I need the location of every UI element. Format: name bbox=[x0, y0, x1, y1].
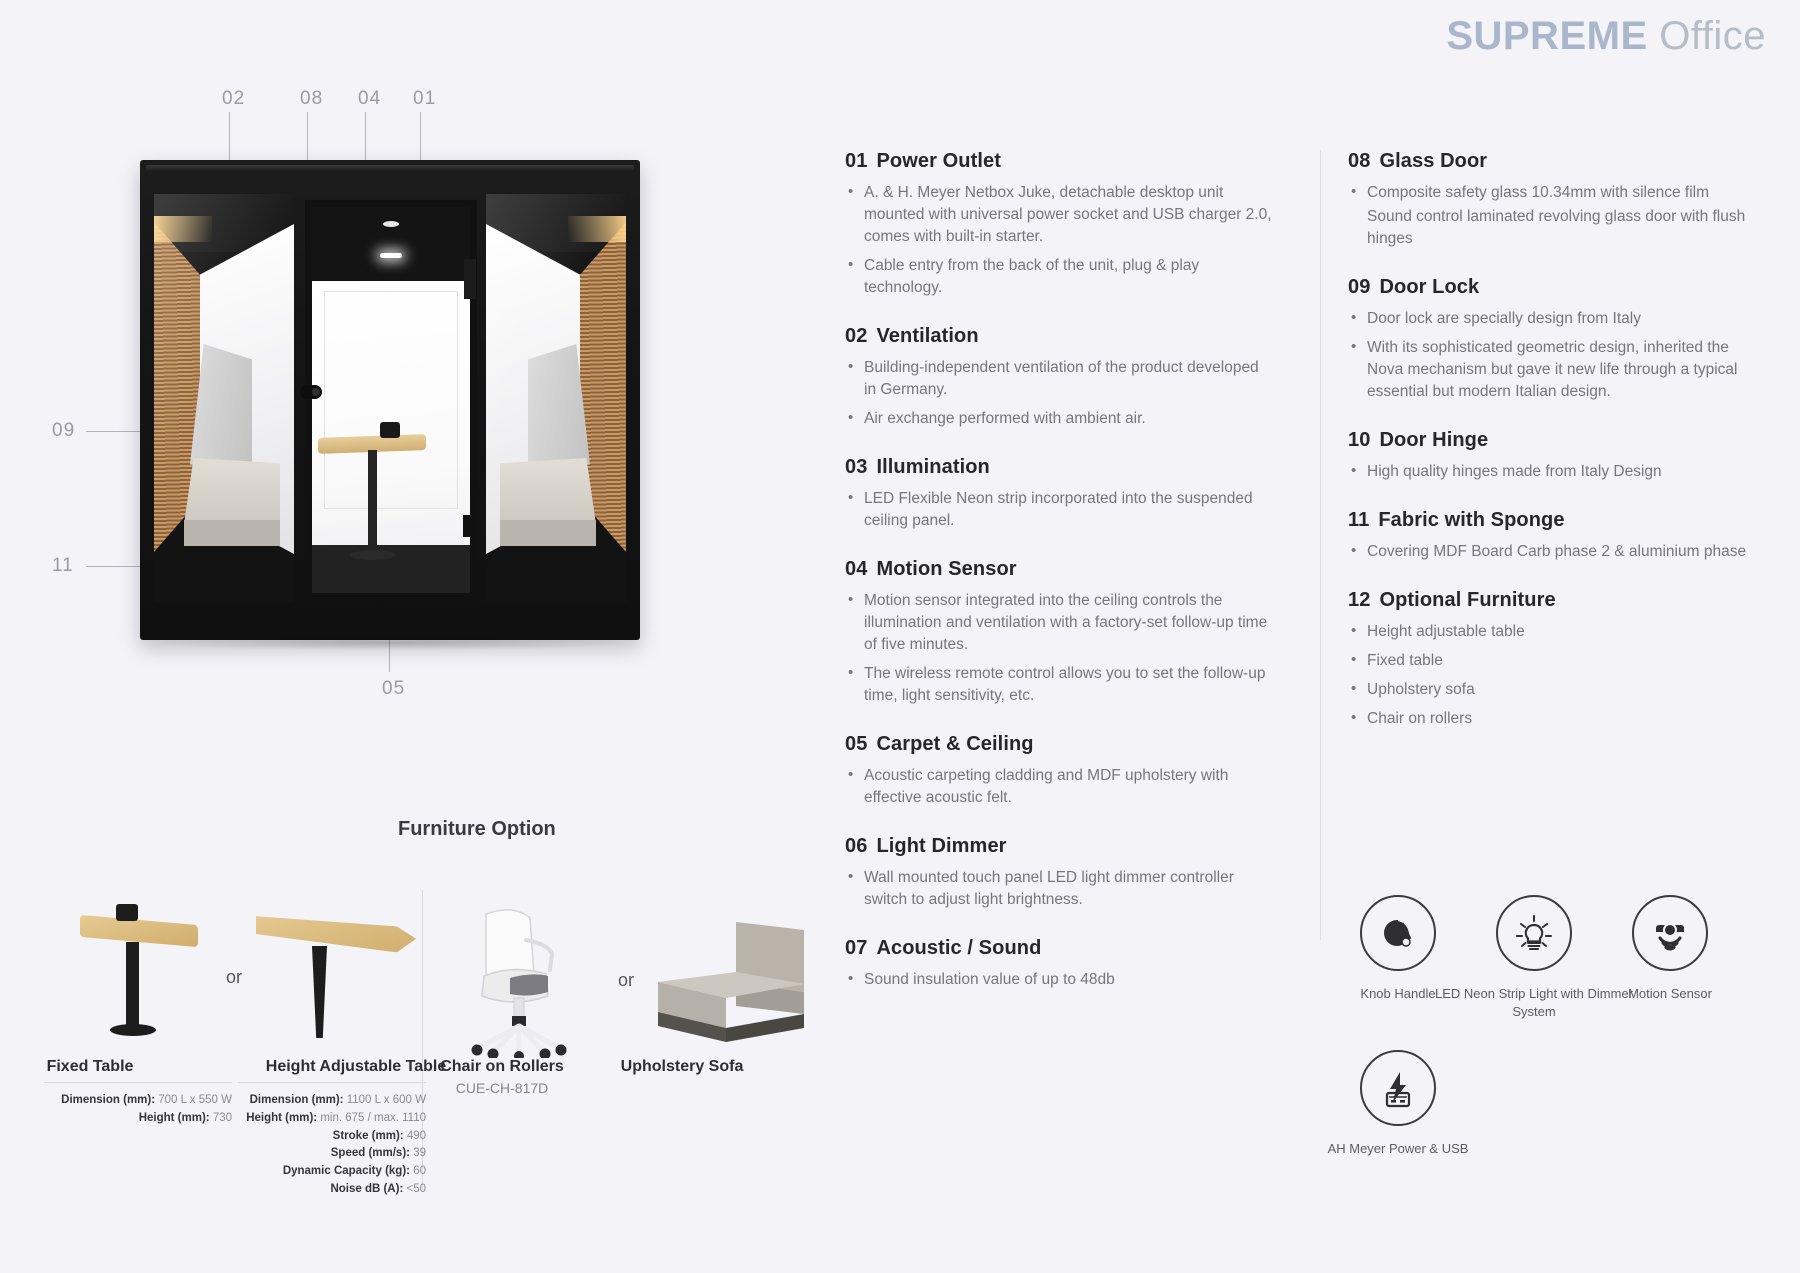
spec-section-title: Ventilation bbox=[876, 325, 979, 347]
spec-bullet-list bbox=[845, 488, 1275, 532]
spec-bullet: • Wall mounted touch panel LED light dimmer controller switch to adjust light brightness. bbox=[845, 867, 1275, 911]
spec-bullet-list bbox=[1348, 182, 1768, 204]
spec-section-number: 02 bbox=[845, 325, 868, 347]
spec-column-left bbox=[845, 150, 1275, 1017]
spec-section-number: 12 bbox=[1348, 589, 1371, 611]
adjustable-table-column bbox=[312, 946, 327, 1038]
pod-left-bay bbox=[154, 194, 294, 602]
spec-bullet-continuation: Sound control laminated revolving glass door with flush hinges bbox=[1367, 208, 1746, 247]
spec-section-heading bbox=[1348, 150, 1768, 173]
spec-section-title: Glass Door bbox=[1379, 150, 1488, 172]
furniture-option-panel bbox=[40, 890, 820, 1220]
spec-section-heading bbox=[845, 835, 1275, 858]
spec-row bbox=[230, 1145, 426, 1163]
spec-bullet: • Covering MDF Board Carb phase 2 & aluminium phase bbox=[1348, 541, 1768, 563]
spec-bullet-list bbox=[845, 867, 1275, 911]
badge-label: Motion Sensor bbox=[1628, 986, 1712, 1001]
spec-section-heading bbox=[845, 150, 1275, 173]
spec-bullet: • Air exchange performed with ambient air. bbox=[845, 408, 1275, 430]
motion-sensor-icon bbox=[1632, 895, 1708, 971]
callout-04: 04 bbox=[358, 88, 382, 109]
pod-table-foot bbox=[350, 550, 396, 560]
badge-label: Knob Handle bbox=[1360, 986, 1436, 1001]
spec-label: Height (mm): bbox=[246, 1111, 318, 1124]
fixed-table-rule bbox=[44, 1082, 232, 1083]
furniture-option-title: Furniture Option bbox=[398, 818, 556, 840]
spec-row bbox=[44, 1110, 232, 1128]
spec-section bbox=[845, 835, 1275, 911]
pod-right-bay bbox=[486, 194, 626, 602]
spec-section-title: Motion Sensor bbox=[876, 558, 1017, 580]
brand-logo bbox=[1446, 14, 1766, 59]
spec-column-right bbox=[1348, 150, 1768, 756]
chair-label: Chair on Rollers bbox=[440, 1058, 564, 1075]
fixed-table-power-box-icon bbox=[116, 904, 138, 921]
spec-section-heading bbox=[1348, 276, 1768, 299]
adjustable-table-label: Height Adjustable Table bbox=[265, 1058, 447, 1075]
spec-value: 700 L x 550 W bbox=[158, 1094, 232, 1106]
spec-section-number: 07 bbox=[845, 937, 868, 959]
spec-value: min. 675 / max. 1110 bbox=[320, 1111, 426, 1124]
chair-model: CUE-CH-817D bbox=[455, 1080, 549, 1096]
door-knob-handle-icon bbox=[300, 385, 322, 399]
door-glass-panel bbox=[312, 281, 470, 545]
fixed-table-specs bbox=[44, 1092, 232, 1128]
spec-bullet: • Cable entry from the back of the unit, plug & play technology. bbox=[845, 255, 1275, 299]
spec-section-title: Carpet & Ceiling bbox=[876, 733, 1034, 755]
spec-section bbox=[845, 937, 1275, 991]
spec-label: Noise dB (A): bbox=[330, 1183, 404, 1196]
spec-bullet: • A. & H. Meyer Netbox Juke, detachable desktop unit mounted with universal power socket and USB charger 2.0, comes with built-in starter. bbox=[845, 182, 1275, 248]
feature-badges bbox=[1327, 895, 1780, 1195]
spec-value: 60 bbox=[413, 1165, 426, 1178]
ventilation-icon bbox=[383, 221, 399, 227]
spec-bullet: • Motion sensor integrated into the ceiling controls the illumination and ventilation with a factory-set follow-up time of five minutes. bbox=[845, 590, 1275, 656]
spec-section-heading bbox=[845, 456, 1275, 479]
spec-section bbox=[1348, 150, 1768, 250]
callout-01: 01 bbox=[413, 88, 437, 109]
glass-door bbox=[305, 200, 477, 600]
spec-bullet: • Door lock are specially design from Italy bbox=[1348, 308, 1768, 330]
spec-section-number: 11 bbox=[1348, 509, 1370, 531]
spec-bullet: • High quality hinges made from Italy Design bbox=[1348, 461, 1768, 483]
spec-section bbox=[845, 150, 1275, 299]
door-header-panel bbox=[312, 207, 470, 281]
spec-row bbox=[230, 1128, 426, 1146]
spec-bullet-list bbox=[1348, 461, 1768, 483]
spec-label: Dimension (mm): bbox=[249, 1094, 344, 1106]
spec-section bbox=[845, 325, 1275, 430]
spec-section-heading bbox=[845, 558, 1275, 581]
spec-value: <50 bbox=[406, 1183, 426, 1196]
fixed-table-top bbox=[80, 915, 198, 947]
adjustable-table-specs bbox=[230, 1092, 426, 1199]
spec-bullet: • Chair on rollers bbox=[1348, 708, 1768, 730]
spec-bullet-list bbox=[845, 969, 1275, 991]
spec-section bbox=[845, 456, 1275, 532]
power-usb-icon bbox=[1360, 1050, 1436, 1126]
spec-bullet-list bbox=[1348, 621, 1768, 730]
spec-section-title: Illumination bbox=[876, 456, 990, 478]
spec-section-title: Fabric with Sponge bbox=[1378, 509, 1565, 531]
door-latch-icon bbox=[463, 515, 479, 537]
badge-motion-sensor bbox=[1570, 895, 1770, 1003]
brand-name-light: Office bbox=[1659, 14, 1766, 58]
spec-bullet-list bbox=[1348, 308, 1768, 403]
or-separator-tables: or bbox=[226, 967, 243, 987]
callout-05: 05 bbox=[382, 678, 406, 699]
spec-row bbox=[230, 1110, 426, 1128]
spec-bullet-list bbox=[1348, 541, 1768, 563]
spec-bullet: • Composite safety glass 10.34mm with silence film bbox=[1348, 182, 1768, 204]
spec-section-number: 03 bbox=[845, 456, 868, 478]
spec-label: Stroke (mm): bbox=[332, 1129, 404, 1142]
spec-section bbox=[1348, 509, 1768, 563]
brand-name-bold: SUPREME bbox=[1446, 14, 1648, 58]
spec-bullet: • With its sophisticated geometric design, inherited the Nova mechanism but gave it new life through a typical essential but modern Italian design. bbox=[1348, 337, 1768, 403]
spec-bullet: • Building-independent ventilation of the product developed in Germany. bbox=[845, 357, 1275, 401]
spec-section-number: 05 bbox=[845, 733, 868, 755]
callout-11: 11 bbox=[52, 555, 74, 576]
spec-section-heading bbox=[845, 325, 1275, 348]
spec-bullet: • LED Flexible Neon strip incorporated into the suspended ceiling panel. bbox=[845, 488, 1275, 532]
spec-bullet: • The wireless remote control allows you to set the follow-up time, light sensitivity, etc. bbox=[845, 663, 1275, 707]
badge-label: AH Meyer Power & USB bbox=[1327, 1141, 1469, 1156]
spec-value: 490 bbox=[406, 1129, 426, 1142]
callout-02: 02 bbox=[222, 88, 246, 109]
spec-section bbox=[845, 558, 1275, 707]
chair-on-rollers-illustration bbox=[448, 898, 598, 1058]
spec-bullet: • Upholstery sofa bbox=[1348, 679, 1768, 701]
pod-ground-shadow bbox=[156, 636, 624, 650]
spec-bullet: • Sound insulation value of up to 48db bbox=[845, 969, 1275, 991]
spec-bullet-list bbox=[845, 765, 1275, 809]
spec-label: Dimension (mm): bbox=[61, 1094, 156, 1106]
spec-section bbox=[1348, 589, 1768, 730]
spec-section bbox=[1348, 276, 1768, 403]
spec-section-number: 01 bbox=[845, 150, 868, 172]
spec-row bbox=[230, 1163, 426, 1181]
spec-bullet: • Fixed table bbox=[1348, 650, 1768, 672]
spec-bullet: • Acoustic carpeting cladding and MDF upholstery with effective acoustic felt. bbox=[845, 765, 1275, 809]
spec-bullet-list bbox=[845, 182, 1275, 299]
spec-section-heading bbox=[1348, 589, 1768, 612]
pod-table-post bbox=[368, 450, 377, 554]
door-hinge-icon bbox=[464, 259, 476, 299]
badge-label: LED Neon Strip Light with Dimmer System bbox=[1435, 986, 1633, 1019]
spec-label: Dynamic Capacity (kg): bbox=[282, 1165, 410, 1178]
spec-section bbox=[845, 733, 1275, 809]
adjustable-table-top bbox=[256, 912, 416, 955]
or-separator-seating: or bbox=[618, 970, 635, 990]
spec-section-heading bbox=[1348, 429, 1768, 452]
spec-section-title: Power Outlet bbox=[876, 150, 1002, 172]
upholstery-sofa-illustration bbox=[652, 918, 812, 1048]
spec-bullet: • Height adjustable table bbox=[1348, 621, 1768, 643]
pod-power-outlet-icon bbox=[380, 422, 400, 438]
spec-section-number: 08 bbox=[1348, 150, 1371, 172]
spec-value: 1100 L x 600 W bbox=[346, 1094, 426, 1106]
spec-section-title: Acoustic / Sound bbox=[876, 937, 1042, 959]
spec-section bbox=[1348, 429, 1768, 483]
pod-diagram bbox=[30, 60, 820, 750]
spec-label: Speed (mm/s): bbox=[330, 1147, 410, 1160]
spec-bullet-list bbox=[845, 357, 1275, 430]
spec-section-heading bbox=[845, 937, 1275, 960]
spec-row bbox=[44, 1092, 232, 1110]
light-bulb-icon bbox=[1496, 895, 1572, 971]
fixed-table-label: Fixed Table bbox=[46, 1058, 134, 1075]
glass-reflection-right bbox=[486, 194, 626, 602]
sofa-label: Upholstery Sofa bbox=[620, 1058, 744, 1075]
spec-section-heading bbox=[1348, 509, 1768, 532]
spec-section-title: Door Hinge bbox=[1379, 429, 1489, 451]
spec-section-heading bbox=[845, 733, 1275, 756]
spec-value: 730 bbox=[212, 1111, 232, 1124]
spec-section-title: Door Lock bbox=[1379, 276, 1480, 298]
office-pod-render bbox=[140, 160, 640, 640]
spec-row bbox=[230, 1181, 426, 1199]
ceiling-light-icon bbox=[380, 253, 402, 258]
fixed-table-base bbox=[110, 1024, 156, 1036]
badge-power-usb bbox=[1298, 1050, 1498, 1158]
glass-reflection-left bbox=[154, 194, 294, 602]
spec-bullet-list bbox=[845, 590, 1275, 707]
spec-section-number: 10 bbox=[1348, 429, 1371, 451]
callout-09: 09 bbox=[52, 420, 76, 441]
spec-label: Height (mm): bbox=[138, 1111, 210, 1124]
spec-value: 39 bbox=[413, 1147, 426, 1160]
spec-section-title: Light Dimmer bbox=[876, 835, 1007, 857]
knob-handle-icon bbox=[1360, 895, 1436, 971]
spec-section-number: 04 bbox=[845, 558, 868, 580]
spec-section-title: Optional Furniture bbox=[1379, 589, 1556, 611]
spec-section-number: 06 bbox=[845, 835, 868, 857]
fixed-table-post bbox=[126, 942, 139, 1028]
spec-section-number: 09 bbox=[1348, 276, 1371, 298]
column-divider bbox=[1320, 150, 1321, 940]
callout-08: 08 bbox=[300, 88, 324, 109]
